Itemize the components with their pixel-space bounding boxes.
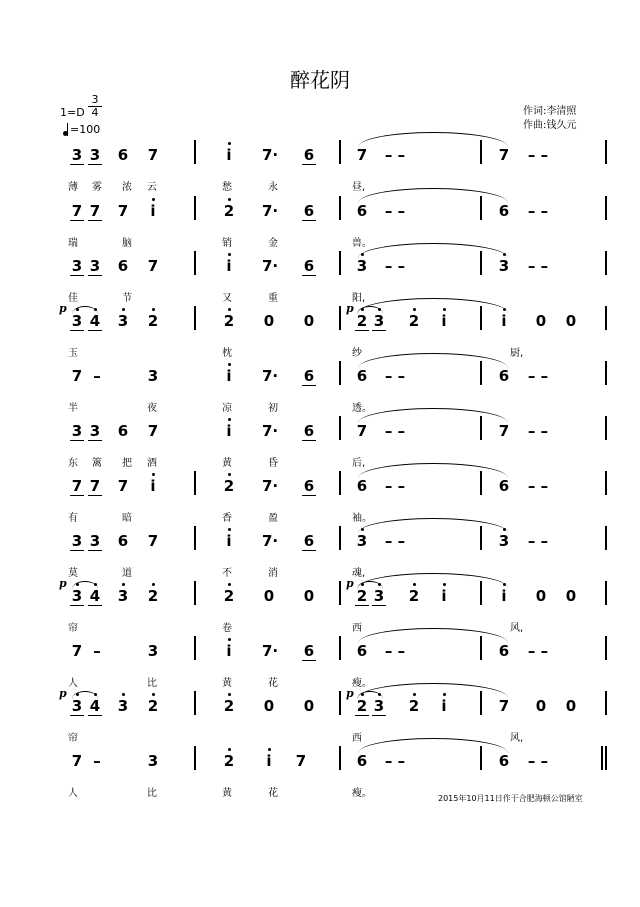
- note: – –: [527, 477, 549, 495]
- octave-dot: [152, 308, 155, 311]
- note: 7·: [262, 422, 279, 440]
- lyrics-row: [0, 729, 640, 743]
- note: 0: [565, 587, 577, 605]
- notation-row: [0, 642, 640, 664]
- note: 6: [117, 257, 129, 275]
- note: 3: [70, 312, 84, 331]
- bar-line: [194, 581, 196, 605]
- octave-dot: [228, 308, 231, 311]
- note: 7: [71, 642, 83, 660]
- note: 2: [146, 312, 160, 330]
- note: 7: [147, 532, 159, 550]
- note: – –: [527, 642, 549, 660]
- time-signature-bottom: 4: [91, 106, 99, 119]
- note: – –: [527, 532, 549, 550]
- note: 7·: [262, 477, 279, 495]
- tie-slur: [358, 132, 508, 147]
- note: 0: [303, 697, 315, 715]
- note: i: [222, 532, 236, 550]
- lyric-syllable: 愁: [222, 182, 232, 193]
- lyric-syllable: 永: [268, 182, 278, 193]
- note: – –: [527, 752, 549, 770]
- tempo-marking: [63, 123, 100, 136]
- note: 3: [89, 422, 101, 440]
- bar-line: [339, 196, 341, 220]
- note: 0: [303, 587, 315, 605]
- note: 7: [89, 202, 101, 220]
- lyric-syllable: 瘦。: [352, 678, 372, 689]
- note: i: [437, 697, 451, 715]
- lyric-syllable: 半: [68, 403, 78, 414]
- lyric-syllable: 瘦。: [352, 788, 372, 799]
- lyric-syllable: 瑞: [68, 238, 78, 249]
- note: 6: [117, 422, 129, 440]
- note: 2: [407, 312, 421, 330]
- notation-row: [0, 752, 640, 774]
- octave-dot: [228, 693, 231, 696]
- note: 3: [355, 257, 369, 275]
- note: i: [262, 752, 276, 770]
- note: 3: [116, 697, 130, 715]
- note: 7: [89, 477, 101, 495]
- bar-line: [605, 471, 607, 495]
- note: 2: [222, 752, 236, 770]
- octave-dot: [268, 748, 271, 751]
- bar-line: [605, 746, 607, 770]
- notation-row: [0, 697, 640, 719]
- note: 3: [116, 587, 130, 605]
- bar-line: [339, 691, 341, 715]
- note: i: [437, 312, 451, 330]
- lyric-syllable: 又: [222, 293, 232, 304]
- lyrics-row: [0, 454, 640, 468]
- octave-dot: [228, 583, 231, 586]
- lyric-syllable: 人: [68, 788, 78, 799]
- note: – –: [384, 257, 406, 275]
- note: 3: [497, 532, 511, 550]
- note: 6: [303, 422, 315, 440]
- bar-line: [339, 636, 341, 660]
- note: 7·: [262, 257, 279, 275]
- note: 0: [565, 697, 577, 715]
- note: 7: [71, 477, 83, 495]
- note: – –: [384, 367, 406, 385]
- bar-line: [605, 581, 607, 605]
- time-signature-top: 3: [91, 93, 99, 106]
- lyric-syllable: 雾: [92, 182, 102, 193]
- dynamic-piano: p: [346, 577, 354, 590]
- note: –: [93, 367, 101, 385]
- note: 6: [356, 477, 368, 495]
- note: 7: [117, 202, 129, 220]
- note: i: [222, 642, 236, 660]
- lyric-syllable: 花: [268, 788, 278, 799]
- note: – –: [384, 202, 406, 220]
- note: 0: [535, 697, 547, 715]
- note: 6: [498, 642, 510, 660]
- lyric-syllable: 卷: [222, 623, 232, 634]
- note: 7: [147, 146, 159, 164]
- bar-line: [339, 526, 341, 550]
- octave-dot: [152, 198, 155, 201]
- lyric-syllable: 人: [68, 678, 78, 689]
- note: –: [93, 642, 101, 660]
- lyric-syllable: 昏: [268, 458, 278, 469]
- lyric-syllable: 有: [68, 513, 78, 524]
- note: 6: [303, 202, 315, 220]
- note: 6: [303, 367, 315, 385]
- note: – –: [527, 257, 549, 275]
- note: 4: [88, 697, 102, 716]
- octave-dot: [228, 528, 231, 531]
- lyric-syllable: 盈: [268, 513, 278, 524]
- lyric-syllable: 酒: [147, 458, 157, 469]
- lyric-syllable: 比: [147, 788, 157, 799]
- note: 3: [372, 587, 386, 606]
- note: 6: [117, 146, 129, 164]
- bar-line: [194, 251, 196, 275]
- note: 3: [372, 312, 386, 331]
- lyric-syllable: 销: [222, 238, 232, 249]
- lyricist-credit: 作词:李清照: [523, 106, 577, 117]
- lyrics-row: [0, 234, 640, 248]
- note: 7: [498, 146, 510, 164]
- note: 3: [497, 257, 511, 275]
- note: 7: [117, 477, 129, 495]
- lyric-syllable: 花: [268, 678, 278, 689]
- bar-line: [605, 636, 607, 660]
- lyric-syllable: 风,: [510, 623, 524, 634]
- note: 2: [146, 697, 160, 715]
- footer-note: 2015年10月11日作于合肥海顿公馆陋室: [438, 794, 583, 803]
- lyric-syllable: 凉: [222, 403, 232, 414]
- note: 6: [498, 477, 510, 495]
- note: 2: [222, 587, 236, 605]
- lyric-syllable: 后,: [352, 458, 366, 469]
- note: 4: [88, 312, 102, 331]
- note: 0: [263, 697, 275, 715]
- lyric-syllable: 风,: [510, 733, 524, 744]
- note: 7: [71, 752, 83, 770]
- bar-line: [339, 471, 341, 495]
- lyric-syllable: 透。: [352, 403, 372, 414]
- note: – –: [527, 367, 549, 385]
- bar-line: [339, 251, 341, 275]
- note: 0: [263, 312, 275, 330]
- lyric-syllable: 脑: [122, 238, 132, 249]
- lyric-syllable: 佳: [68, 293, 78, 304]
- note: 0: [535, 312, 547, 330]
- note: 2: [222, 312, 236, 330]
- octave-dot: [228, 363, 231, 366]
- lyric-syllable: 阳,: [352, 293, 366, 304]
- note: 3: [147, 642, 159, 660]
- notation-row: [0, 422, 640, 444]
- bar-line: [194, 526, 196, 550]
- octave-dot: [152, 473, 155, 476]
- note: 6: [117, 532, 129, 550]
- note: 7: [147, 422, 159, 440]
- notation-row: [0, 367, 640, 389]
- notation-row: [0, 146, 640, 168]
- note: i: [497, 587, 511, 605]
- lyrics-row: [0, 564, 640, 578]
- bar-line: [605, 416, 607, 440]
- lyric-syllable: 纱: [352, 348, 362, 359]
- lyric-syllable: 道: [122, 568, 132, 579]
- lyrics-row: [0, 344, 640, 358]
- notation-row: [0, 477, 640, 499]
- lyric-syllable: 西: [352, 623, 362, 634]
- lyric-syllable: 金: [268, 238, 278, 249]
- note: 7: [295, 752, 307, 770]
- bar-line: [605, 196, 607, 220]
- note: i: [222, 257, 236, 275]
- lyric-syllable: 篱: [92, 458, 102, 469]
- lyric-syllable: 香: [222, 513, 232, 524]
- note: i: [222, 367, 236, 385]
- note: – –: [384, 477, 406, 495]
- note: 6: [356, 642, 368, 660]
- lyric-syllable: 袖。: [352, 513, 372, 524]
- lyric-syllable: 云: [147, 182, 157, 193]
- note: 3: [89, 532, 101, 550]
- note: i: [222, 146, 236, 164]
- note: 2: [146, 587, 160, 605]
- note: 3: [147, 752, 159, 770]
- lyric-syllable: 枕: [222, 348, 232, 359]
- lyric-syllable: 莫: [68, 568, 78, 579]
- note: 0: [535, 587, 547, 605]
- bar-line: [339, 140, 341, 164]
- lyric-syllable: 黄: [222, 788, 232, 799]
- lyric-syllable: 西: [352, 733, 362, 744]
- dynamic-piano: p: [346, 302, 354, 315]
- note: 3: [70, 587, 84, 606]
- note: 2: [222, 477, 236, 495]
- note: i: [146, 477, 160, 495]
- lyrics-row: [0, 509, 640, 523]
- note: 7: [356, 422, 368, 440]
- note: 7: [498, 697, 510, 715]
- note: 7·: [262, 642, 279, 660]
- note: 3: [355, 532, 369, 550]
- note: 6: [303, 257, 315, 275]
- note: 7: [147, 257, 159, 275]
- note: 3: [372, 697, 386, 716]
- lyric-syllable: 不: [222, 568, 232, 579]
- note: 7·: [262, 202, 279, 220]
- bar-line: [194, 636, 196, 660]
- notation-row: [0, 532, 640, 554]
- octave-dot: [228, 748, 231, 751]
- lyric-syllable: 黄: [222, 678, 232, 689]
- lyric-syllable: 玉: [68, 348, 78, 359]
- lyric-syllable: 魂,: [352, 568, 366, 579]
- lyrics-row: [0, 399, 640, 413]
- lyrics-row: [0, 619, 640, 633]
- bar-line: [194, 140, 196, 164]
- note: 2: [355, 697, 369, 716]
- lyric-syllable: 比: [147, 678, 157, 689]
- bar-line: [605, 526, 607, 550]
- note: 6: [303, 477, 315, 495]
- note: 3: [71, 422, 83, 440]
- note: 7·: [262, 367, 279, 385]
- octave-dot: [228, 473, 231, 476]
- notation-row: [0, 587, 640, 609]
- tempo-value: =100: [70, 123, 101, 136]
- note: 0: [303, 312, 315, 330]
- lyric-syllable: 薄: [68, 182, 78, 193]
- lyric-syllable: 厨,: [510, 348, 524, 359]
- bar-line: [605, 361, 607, 385]
- bar-line: [339, 746, 341, 770]
- note: 6: [498, 202, 510, 220]
- dynamic-piano: p: [59, 687, 67, 700]
- lyric-syllable: 东: [68, 458, 78, 469]
- note: 3: [116, 312, 130, 330]
- key-signature: 1=D: [60, 106, 85, 119]
- composer-credit: 作曲:钱久元: [523, 120, 577, 131]
- note: 6: [303, 532, 315, 550]
- lyrics-row: [0, 178, 640, 192]
- note: 2: [407, 587, 421, 605]
- bar-line: [194, 691, 196, 715]
- bar-line: [601, 746, 603, 770]
- note: 3: [147, 367, 159, 385]
- note: 6: [498, 367, 510, 385]
- note: 6: [498, 752, 510, 770]
- time-signature: [88, 94, 102, 119]
- octave-dot: [122, 308, 125, 311]
- note: 3: [70, 697, 84, 716]
- octave-dot: [228, 253, 231, 256]
- note: 2: [355, 587, 369, 606]
- note: 7·: [262, 532, 279, 550]
- bar-line: [194, 196, 196, 220]
- bar-line: [339, 306, 341, 330]
- note: i: [497, 312, 511, 330]
- note: 6: [303, 642, 315, 660]
- lyric-syllable: 消: [268, 568, 278, 579]
- lyric-syllable: 初: [268, 403, 278, 414]
- bar-line: [339, 581, 341, 605]
- note: –: [93, 752, 101, 770]
- note: i: [146, 202, 160, 220]
- quarter-note-stem: [67, 123, 68, 136]
- bar-line: [194, 306, 196, 330]
- notation-row: [0, 202, 640, 224]
- lyric-syllable: 重: [268, 293, 278, 304]
- lyric-syllable: 把: [122, 458, 132, 469]
- octave-dot: [228, 198, 231, 201]
- dynamic-piano: p: [59, 302, 67, 315]
- octave-dot: [122, 693, 125, 696]
- note: 3: [71, 146, 83, 164]
- note: – –: [527, 202, 549, 220]
- note: 3: [89, 146, 101, 164]
- lyric-syllable: 帘: [68, 623, 78, 634]
- bar-line: [605, 251, 607, 275]
- note: 2: [222, 697, 236, 715]
- bar-line: [605, 306, 607, 330]
- note: 2: [407, 697, 421, 715]
- octave-dot: [122, 583, 125, 586]
- note: 3: [71, 532, 83, 550]
- note: 0: [565, 312, 577, 330]
- note: – –: [384, 642, 406, 660]
- note: – –: [527, 146, 549, 164]
- note: 3: [71, 257, 83, 275]
- dynamic-piano: p: [346, 687, 354, 700]
- note: 2: [222, 202, 236, 220]
- note: 6: [303, 146, 315, 164]
- note: 4: [88, 587, 102, 606]
- note: 2: [355, 312, 369, 331]
- bar-line: [605, 691, 607, 715]
- lyric-syllable: 昼,: [352, 182, 366, 193]
- note: i: [437, 587, 451, 605]
- note: 6: [356, 202, 368, 220]
- lyric-syllable: 帘: [68, 733, 78, 744]
- lyric-syllable: 暗: [122, 513, 132, 524]
- note: 0: [263, 587, 275, 605]
- lyric-syllable: 节: [122, 293, 132, 304]
- note: i: [222, 422, 236, 440]
- note: 6: [356, 367, 368, 385]
- note: – –: [384, 532, 406, 550]
- octave-dot: [228, 638, 231, 641]
- lyric-syllable: 兽。: [352, 238, 372, 249]
- lyric-syllable: 夜: [147, 403, 157, 414]
- lyrics-row: [0, 289, 640, 303]
- octave-dot: [228, 142, 231, 145]
- bar-line: [339, 361, 341, 385]
- bar-line: [605, 140, 607, 164]
- notation-row: [0, 312, 640, 334]
- note: – –: [384, 752, 406, 770]
- note: – –: [384, 422, 406, 440]
- notation-row: [0, 257, 640, 279]
- bar-line: [339, 416, 341, 440]
- note: 7: [71, 367, 83, 385]
- lyric-syllable: 浓: [122, 182, 132, 193]
- note: – –: [384, 146, 406, 164]
- note: – –: [527, 422, 549, 440]
- note: 7: [71, 202, 83, 220]
- octave-dot: [228, 418, 231, 421]
- song-title: 醉花阴: [290, 68, 350, 92]
- note: 7: [498, 422, 510, 440]
- note: 7: [356, 146, 368, 164]
- bar-line: [194, 746, 196, 770]
- dynamic-piano: p: [59, 577, 67, 590]
- octave-dot: [152, 693, 155, 696]
- lyric-syllable: 黄: [222, 458, 232, 469]
- octave-dot: [152, 583, 155, 586]
- lyrics-row: [0, 674, 640, 688]
- note: 6: [356, 752, 368, 770]
- note: 7·: [262, 146, 279, 164]
- note: 3: [89, 257, 101, 275]
- bar-line: [194, 471, 196, 495]
